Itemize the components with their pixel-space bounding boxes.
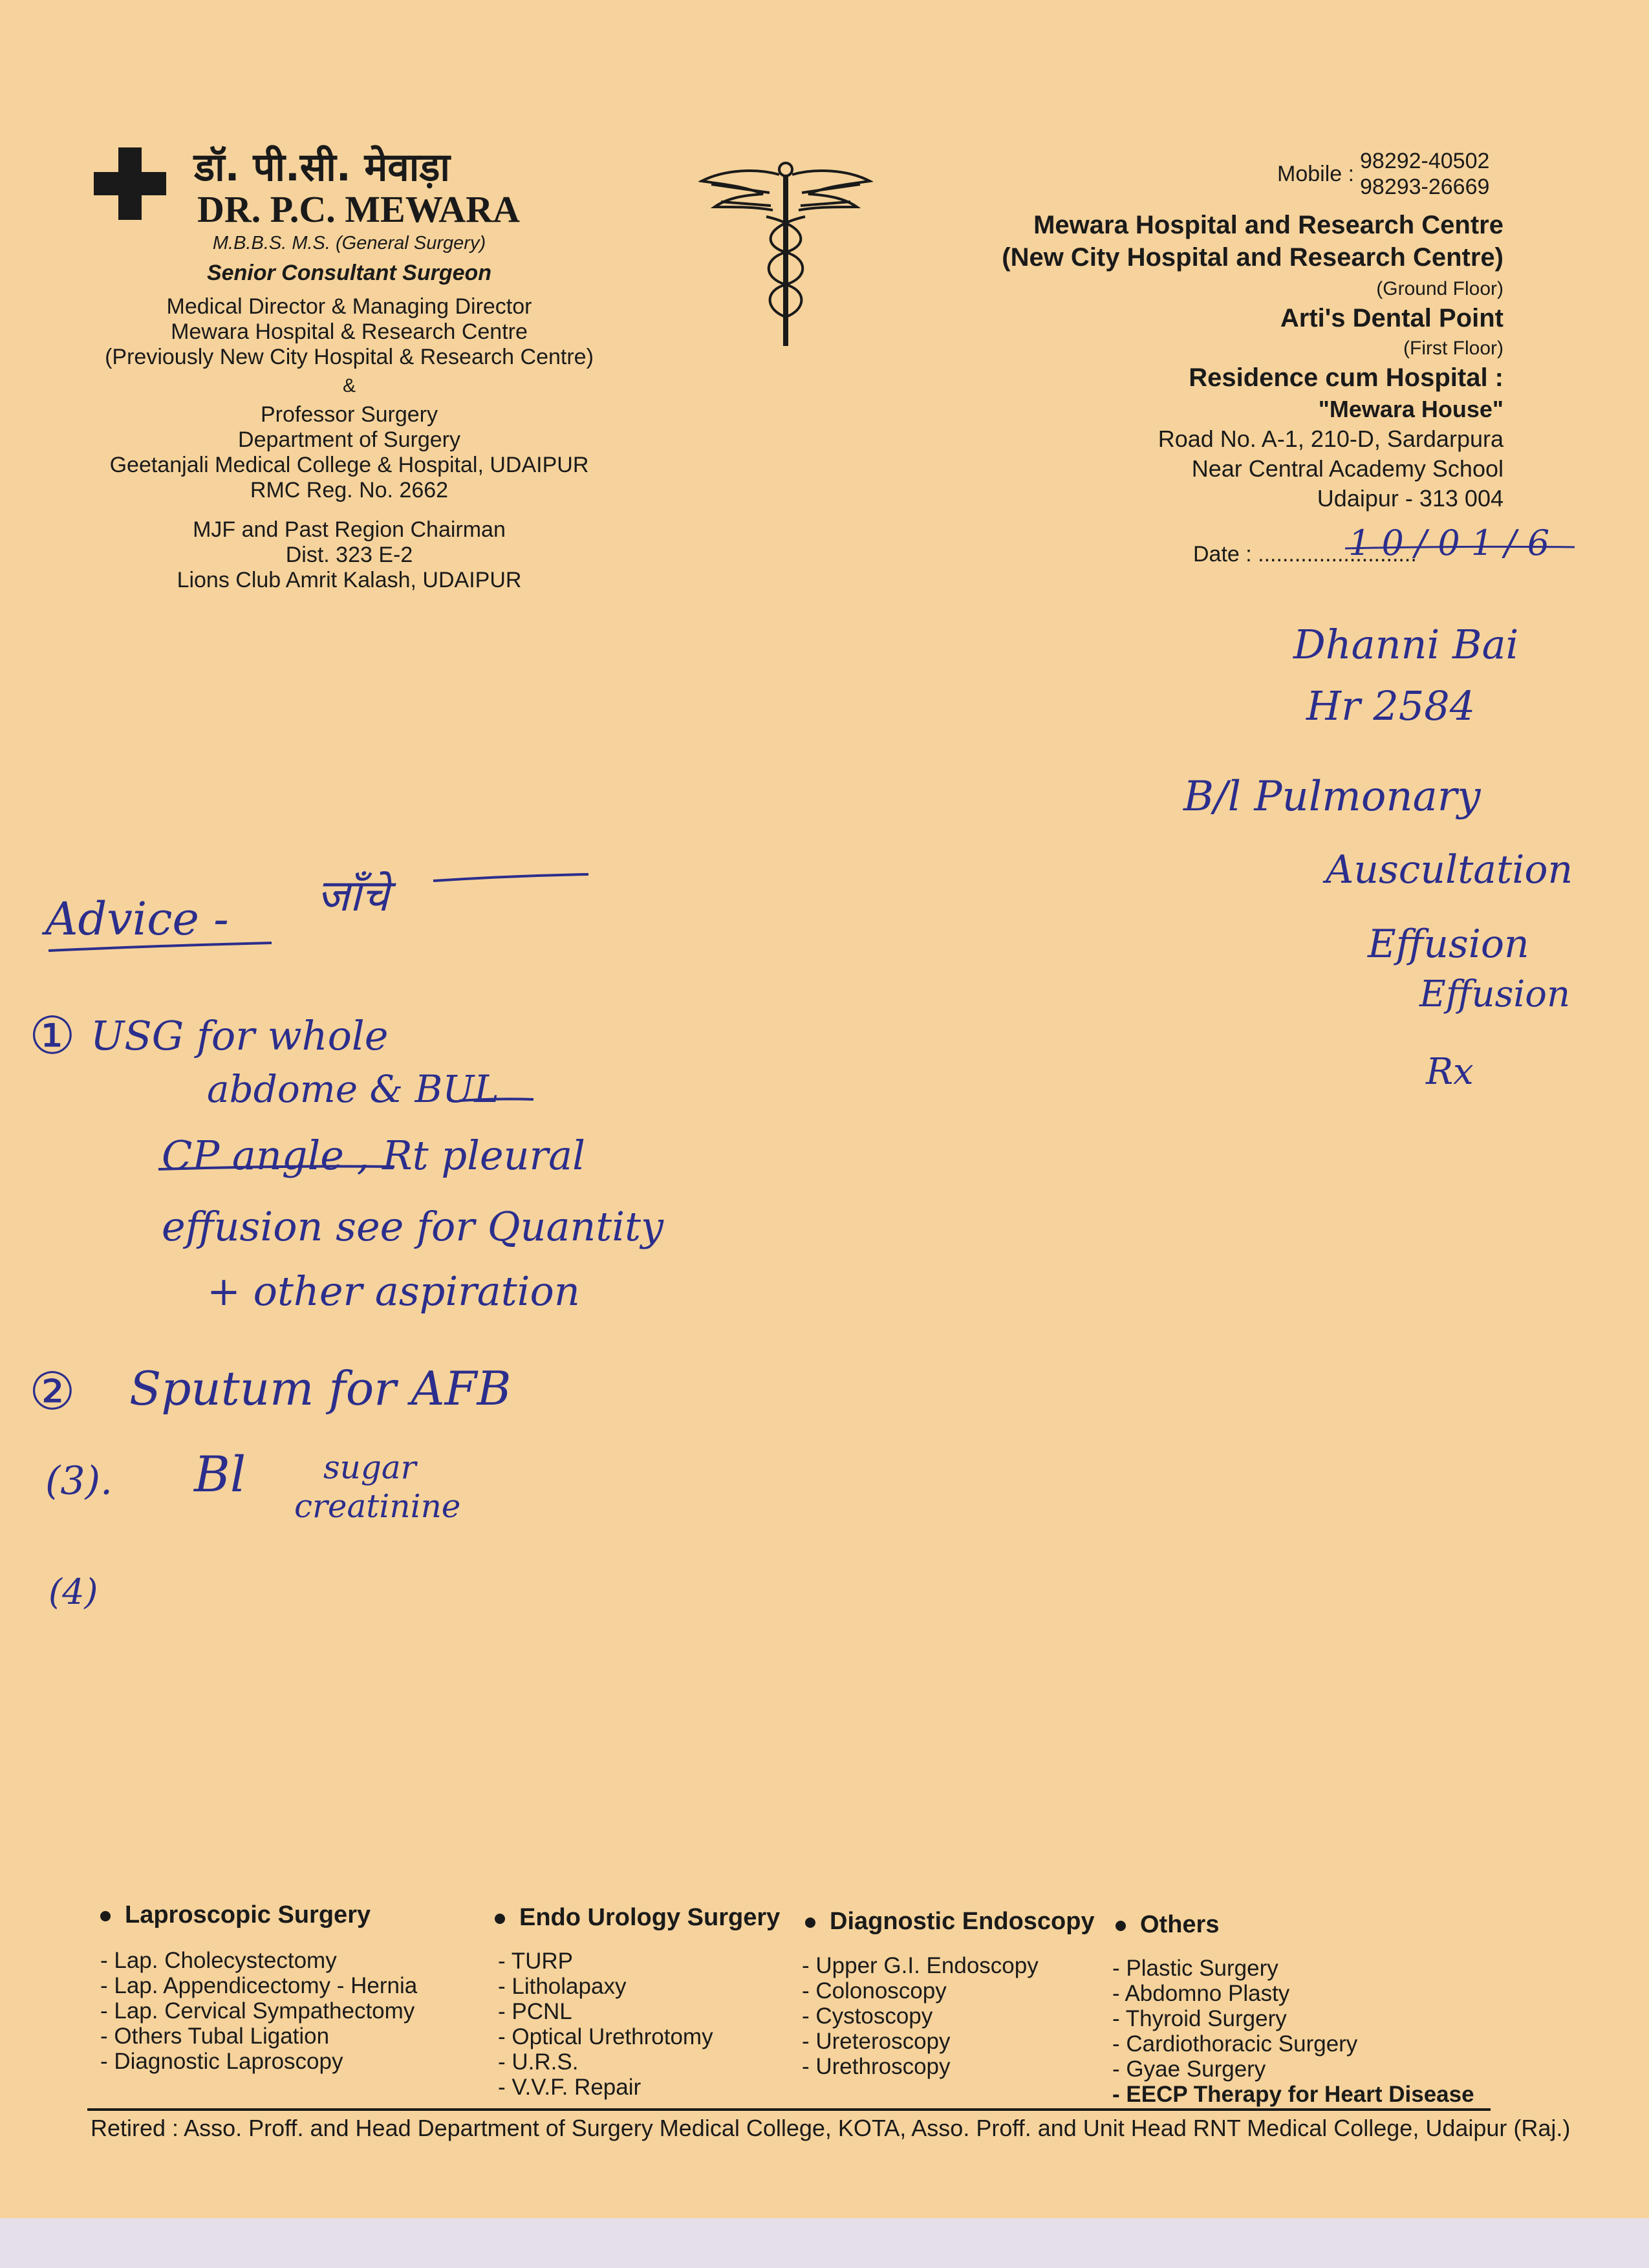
- handwriting-note-3: Effusion: [1368, 922, 1529, 967]
- mobile-label: Mobile :: [1277, 162, 1355, 186]
- handwriting-item-3-number: (3).: [45, 1458, 113, 1504]
- list-item: - Cardiothoracic Surgery: [1112, 2031, 1358, 2057]
- address-city: Udaipur - 313 004: [1317, 485, 1503, 512]
- date-value: 1 0 / 0 1 / 6: [1348, 523, 1550, 563]
- handwriting-advice-hindi: जाँचे: [317, 870, 389, 922]
- list-item: - Ureteroscopy: [802, 2029, 951, 2054]
- handwriting-item-3-b-2: creatinine: [294, 1487, 461, 1525]
- handwriting-item-1-number: ①: [29, 1006, 76, 1066]
- address-near: Near Central Academy School: [1191, 455, 1503, 482]
- bullet-icon: [1116, 1921, 1126, 1931]
- handwriting-note-4: Effusion: [1419, 973, 1571, 1015]
- handwriting-patient-name: Dhanni Bai: [1293, 621, 1519, 668]
- date-underline: [1345, 542, 1578, 555]
- section-title-diagnostic-endoscopy: Diagnostic Endoscopy: [805, 1908, 1095, 1936]
- list-item: - Litholapaxy: [498, 1974, 627, 1999]
- header-left-line-2: Mewara Hospital & Research Centre: [171, 319, 528, 344]
- caduceus-icon: [698, 155, 873, 349]
- list-item: - Lap. Appendicectomy - Hernia: [100, 1973, 418, 1998]
- handwriting-item-1-line-1: USG for whole: [91, 1012, 389, 1059]
- list-item: - Thyroid Surgery: [1112, 2006, 1287, 2031]
- hospital-name: Mewara Hospital and Research Centre: [1033, 211, 1503, 239]
- header-left-line-3: (Previously New City Hospital & Research Centre): [105, 345, 594, 369]
- medical-cross-icon: [94, 147, 166, 220]
- handwriting-item-3-b-1: sugar: [323, 1449, 416, 1486]
- hospital-alt-name: (New City Hospital and Research Centre): [1002, 243, 1503, 272]
- handwriting-reg-no: Hr 2584: [1306, 682, 1476, 729]
- address-road: Road No. A-1, 210-D, Sardarpura: [1158, 426, 1503, 452]
- header-left-line-10: Dist. 323 E-2: [285, 543, 413, 567]
- list-item: - Others Tubal Ligation: [100, 2024, 330, 2049]
- header-left-line-8: RMC Reg. No. 2662: [250, 478, 449, 502]
- doctor-title: Senior Consultant Surgeon: [206, 261, 492, 285]
- list-item: - Cystoscopy: [802, 2003, 933, 2029]
- list-item: - PCNL: [498, 1999, 572, 2024]
- handwriting-item-1-line-3: CP angle , Rt pleural: [162, 1132, 585, 1179]
- bullet-icon: [805, 1917, 815, 1928]
- list-item: - Colonoscopy: [802, 1978, 947, 2003]
- bullet-icon: [495, 1914, 505, 1924]
- list-item: - V.V.F. Repair: [498, 2075, 641, 2100]
- others-list: [1112, 1956, 1474, 2107]
- header-left-line-6: Department of Surgery: [238, 427, 460, 452]
- handwriting-note-1: B/l Pulmonary: [1183, 773, 1481, 821]
- list-item: - Plastic Surgery: [1112, 1956, 1278, 1981]
- house-name: "Mewara House": [1318, 396, 1503, 422]
- list-item: - U.R.S.: [498, 2049, 579, 2075]
- handwriting-item-3-a: Bl: [194, 1445, 246, 1503]
- header-left-line-5: Professor Surgery: [261, 402, 438, 427]
- residence-label: Residence cum Hospital :: [1189, 363, 1503, 392]
- bullet-icon: [100, 1911, 111, 1921]
- date-label: Date : ..........................: [1193, 542, 1417, 567]
- footer-divider: [87, 2108, 1491, 2111]
- laproscopic-list: [100, 1948, 417, 2074]
- section-title-endo-urology: Endo Urology Surgery: [495, 1904, 780, 1932]
- header-left-line-7: Geetanjali Medical College & Hospital, UDAIPUR: [109, 453, 589, 477]
- list-item: - Optical Urethrotomy: [498, 2024, 713, 2049]
- list-item: - TURP: [498, 1949, 574, 1974]
- handwriting-item-1-line-2: abdome & BUL: [207, 1067, 499, 1111]
- doctor-name-hindi: डॉ. पी.सी. मेवाड़ा: [194, 145, 450, 190]
- diagnostic-endoscopy-list: [802, 1953, 1039, 2079]
- first-floor-label: (First Floor): [1403, 338, 1503, 359]
- section-title-laproscopic: Laproscopic Surgery: [100, 1901, 371, 1929]
- endo-urology-list: [498, 1949, 713, 2100]
- handwriting-rx: Rx: [1426, 1051, 1474, 1093]
- mobile-number-1: 98292-40502: [1360, 149, 1490, 173]
- list-item: - EECP Therapy for Heart Disease: [1112, 2082, 1474, 2107]
- scan-margin: [0, 2218, 1649, 2268]
- doctor-degrees: M.B.B.S. M.S. (General Surgery): [212, 233, 486, 254]
- footer-retired-text: Retired : Asso. Proff. and Head Department of Surgery Medical College, KOTA, Asso. Proff. and Unit Head RNT Medical College, Udaipur (Raj.): [91, 2115, 1571, 2141]
- doctor-name: DR. P.C. MEWARA: [197, 188, 520, 230]
- header-left-line-11: Lions Club Amrit Kalash, UDAIPUR: [177, 568, 522, 592]
- list-item: - Diagnostic Laproscopy: [100, 2049, 343, 2074]
- list-item: - Lap. Cervical Sympathectomy: [100, 1998, 415, 2024]
- handwriting-item-4-number: (4): [48, 1571, 98, 1612]
- list-item: - Gyae Surgery: [1112, 2057, 1266, 2082]
- handwriting-advice-label: Advice -: [45, 892, 229, 945]
- handwriting-item-2: Sputum for AFB: [129, 1361, 512, 1416]
- dental-clinic-name: Arti's Dental Point: [1280, 304, 1503, 332]
- header-left-line-4: &: [342, 375, 356, 396]
- list-item: - Abdomno Plasty: [1112, 1981, 1290, 2006]
- item-1-underlines: [155, 1093, 556, 1183]
- list-item: - Lap. Cholecystectomy: [100, 1948, 337, 1973]
- ground-floor-label: (Ground Floor): [1376, 278, 1503, 299]
- header-left-line-9: MJF and Past Region Chairman: [193, 517, 506, 542]
- handwriting-note-2: Auscultation: [1326, 847, 1573, 892]
- advice-underline: [45, 867, 601, 957]
- handwriting-item-1-line-5: + other aspiration: [207, 1268, 580, 1315]
- list-item: - Upper G.I. Endoscopy: [802, 1953, 1039, 1978]
- handwriting-item-1-line-4: effusion see for Quantity: [162, 1203, 664, 1250]
- mobile-number-2: 98293-26669: [1360, 175, 1490, 199]
- list-item: - Urethroscopy: [802, 2054, 951, 2079]
- section-title-others: Others: [1116, 1911, 1219, 1939]
- handwriting-item-2-number: ②: [29, 1361, 76, 1421]
- header-left-line-1: Medical Director & Managing Director: [166, 294, 532, 319]
